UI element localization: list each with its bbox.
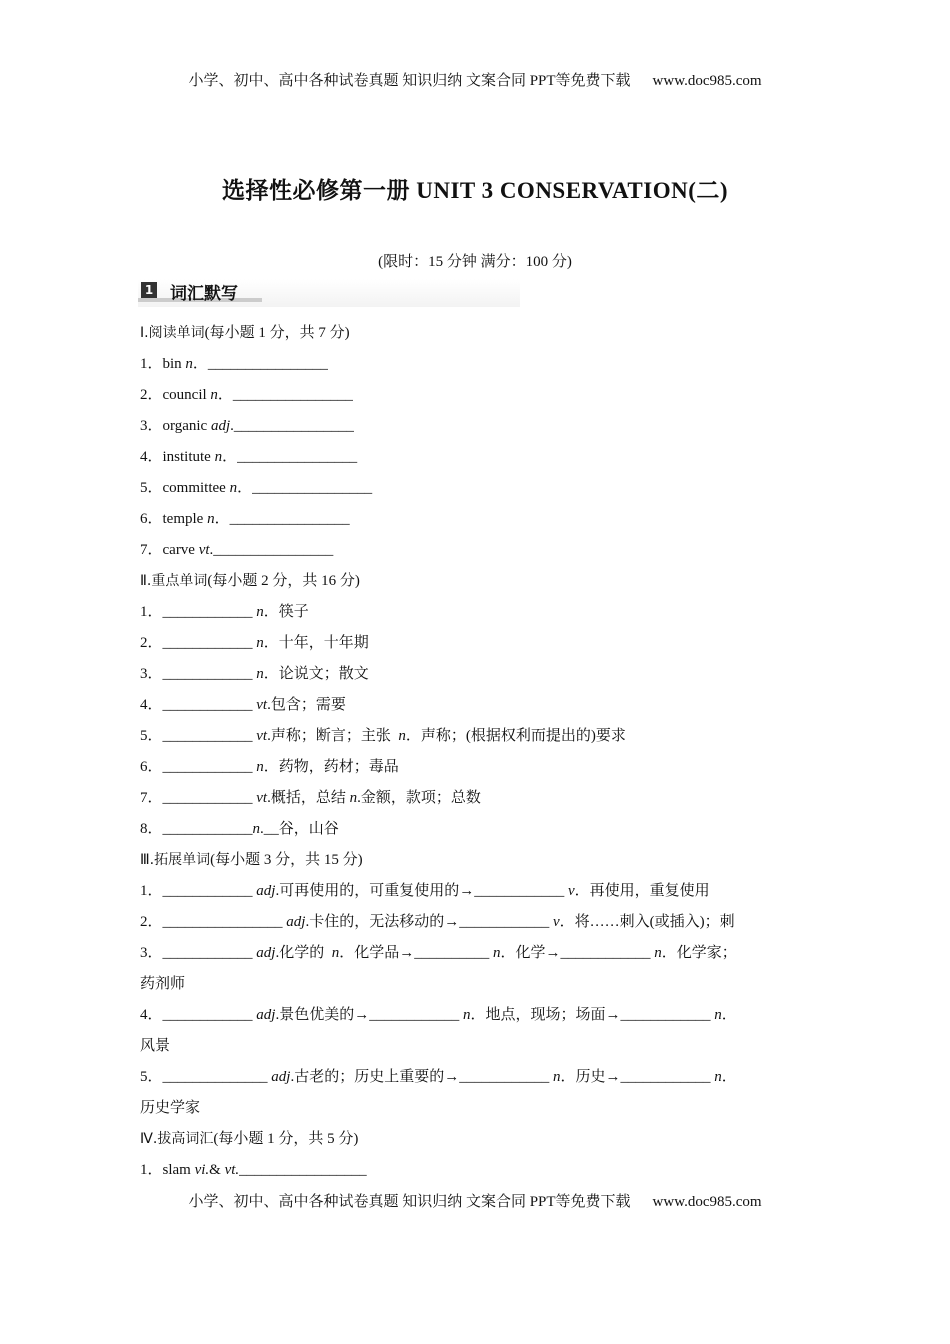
part-of-speech: n (252, 821, 261, 837)
exercise-line (140, 969, 810, 1000)
exercise-line (140, 504, 810, 535)
line-text: 1．slam (140, 1162, 195, 1178)
part-of-speech: n (552, 1069, 561, 1085)
line-text: ． (721, 1069, 737, 1085)
exercise-line (140, 628, 810, 659)
part-of-speech: adj (256, 945, 276, 961)
exercise-line (140, 783, 810, 814)
section-header (138, 279, 520, 307)
line-text: (每小题 1 分，共 7 分) (204, 325, 350, 341)
part-of-speech: n (256, 759, 264, 775)
section-heading (140, 845, 810, 876)
part-of-speech: v (552, 914, 560, 930)
line-text: 8．____________ (140, 821, 253, 837)
line-text: 4．____________ (140, 1007, 257, 1023)
line-text: .化学的 (275, 945, 332, 961)
section-label: 词汇默写 (170, 284, 238, 304)
part-of-speech: adj (210, 418, 231, 434)
part-of-speech: n (714, 1069, 722, 1085)
line-text: .景色优美的→____________ (275, 1007, 463, 1023)
line-text: 4．institute (140, 449, 215, 465)
line-text: ．地点，现场；场面→____________ (470, 1007, 715, 1023)
line-text: ．再使用，重复使用 (574, 883, 710, 899)
exercise-line (140, 752, 810, 783)
line-text: Ⅰ.阅读单词 (140, 325, 205, 341)
line-text: 7．____________ (140, 790, 257, 806)
exercise-line (140, 411, 810, 442)
line-text: .包含；需要 (267, 697, 346, 713)
part-of-speech: n (331, 945, 340, 961)
exercise-line (140, 597, 810, 628)
part-of-speech: n (256, 635, 264, 651)
line-text: ．声称；(根据权利而提出的)要求 (405, 728, 626, 744)
part-of-speech: adj (286, 914, 306, 930)
part-of-speech: vt (256, 697, 268, 713)
line-text: .金额，款项；总数 (357, 790, 481, 806)
part-of-speech: n (256, 604, 264, 620)
header-url: www.doc985.com (652, 73, 762, 89)
footer-text: 小学、初中、高中各种试卷真题 知识归纳 文案合同 PPT等免费下载 (188, 1194, 631, 1210)
line-text: ． (721, 1007, 737, 1023)
part-of-speech: adj (256, 883, 276, 899)
line-text: ．将……刺入(或插入)；刺 (559, 914, 735, 930)
exercise-line (140, 876, 810, 907)
part-of-speech: n (210, 387, 218, 403)
exercise-line (140, 1093, 810, 1124)
part-of-speech: n (349, 790, 358, 806)
part-of-speech: vt (256, 728, 268, 744)
part-of-speech: n (185, 356, 193, 372)
time-limit: (限时：15 分钟 满分：100 分) (378, 254, 572, 270)
part-of-speech: n (256, 666, 264, 682)
document-title: 选择性必修第一册 UNIT 3 CONSERVATION(二) (221, 178, 729, 203)
exercise-line (140, 380, 810, 411)
line-text: & (209, 1162, 225, 1178)
exercise-line (140, 907, 810, 938)
footer-url: www.doc985.com (652, 1194, 762, 1210)
line-text: 1．____________ (140, 883, 257, 899)
line-text: .__谷，山谷 (260, 821, 339, 837)
line-text: 2．________________ (140, 914, 287, 930)
line-text: 5．committee (140, 480, 230, 496)
part-of-speech: n (214, 449, 223, 465)
line-text: ．________________ (222, 449, 358, 465)
line-text: ．________________ (237, 480, 373, 496)
exercise-line (140, 1062, 810, 1093)
line-text: .可再使用的，可重复使用的→____________ (275, 883, 568, 899)
part-of-speech: n (229, 480, 238, 496)
section-heading (140, 318, 810, 349)
line-text: 1．bin (140, 356, 186, 372)
line-text: _________________ (239, 1162, 367, 1178)
line-text: (每小题 2 分，共 16 分) (207, 573, 360, 589)
line-text: .________________ (230, 418, 354, 434)
line-text: 5．______________ (140, 1069, 272, 1085)
exercise-line (140, 814, 810, 845)
line-text: ．历史→____________ (560, 1069, 715, 1085)
line-text: ．________________ (214, 511, 350, 527)
part-of-speech: adj (271, 1069, 291, 1085)
line-text: 5．____________ (140, 728, 257, 744)
line-text: ．化学品→__________ (339, 945, 493, 961)
line-text: ．药物，药材；毒品 (263, 759, 399, 775)
exercise-line (140, 659, 810, 690)
line-text: 2．council (140, 387, 211, 403)
part-of-speech: vt. (224, 1162, 240, 1178)
line-text: ．________________ (192, 356, 328, 372)
page-header (0, 69, 950, 90)
line-text: ．________________ (217, 387, 353, 403)
line-text: 7．carve (140, 542, 199, 558)
line-text: .声称；断言；主张 (267, 728, 399, 744)
section-heading (140, 1124, 810, 1155)
line-text: 3．organic (140, 418, 211, 434)
exercise-line (140, 1155, 810, 1186)
part-of-speech: n (207, 511, 215, 527)
line-text: .________________ (209, 542, 334, 558)
part-of-speech: n (714, 1007, 722, 1023)
exercise-line (140, 442, 810, 473)
line-text: 6．temple (140, 511, 208, 527)
exercise-line (140, 535, 810, 566)
line-text: ．化学家； (661, 945, 737, 961)
line-text: Ⅲ.拓展单词 (140, 852, 211, 868)
line-text: 历史学家 (140, 1100, 201, 1116)
line-text: 药剂师 (140, 976, 186, 992)
part-of-speech: n (492, 945, 501, 961)
line-text: ．论说文；散文 (263, 666, 369, 682)
line-text: 1．____________ (140, 604, 257, 620)
line-text: ．筷子 (263, 604, 309, 620)
part-of-speech: adj (256, 1007, 276, 1023)
line-text: Ⅱ.重点单词 (140, 573, 208, 589)
line-text: 3．____________ (140, 666, 257, 682)
line-text: .卡住的，无法移动的→____________ (305, 914, 553, 930)
part-of-speech: vt (198, 542, 210, 558)
header-text: 小学、初中、高中各种试卷真题 知识归纳 文案合同 PPT等免费下载 (188, 73, 631, 89)
line-text: 6．____________ (140, 759, 257, 775)
line-text: .古老的；历史上重要的→____________ (290, 1069, 553, 1085)
line-text: 2．____________ (140, 635, 257, 651)
line-text: ．化学→____________ (500, 945, 655, 961)
part-of-speech: n (654, 945, 662, 961)
page-footer (0, 1190, 950, 1211)
exercise-line (140, 1031, 810, 1062)
exercise-line (140, 690, 810, 721)
line-text: (每小题 3 分，共 15 分) (210, 852, 363, 868)
line-text: 风景 (140, 1038, 171, 1054)
line-text: Ⅳ.拔高词汇 (140, 1131, 214, 1147)
exercise-line (140, 349, 810, 380)
part-of-speech: vt (256, 790, 268, 806)
section-number-icon: 1 (141, 282, 157, 298)
line-text: .概括，总结 (267, 790, 350, 806)
part-of-speech: vi. (194, 1162, 210, 1178)
line-text: 3．____________ (140, 945, 257, 961)
part-of-speech: n (398, 728, 406, 744)
exercise-line (140, 473, 810, 504)
part-of-speech: n (462, 1007, 471, 1023)
part-of-speech: v (567, 883, 575, 899)
section-heading (140, 566, 810, 597)
exercise-line (140, 938, 810, 969)
line-text: ．十年，十年期 (263, 635, 369, 651)
line-text: (每小题 1 分，共 5 分) (213, 1131, 359, 1147)
exercise-line (140, 721, 810, 752)
exercise-body (140, 318, 810, 1186)
line-text: 4．____________ (140, 697, 257, 713)
exercise-line (140, 1000, 810, 1031)
